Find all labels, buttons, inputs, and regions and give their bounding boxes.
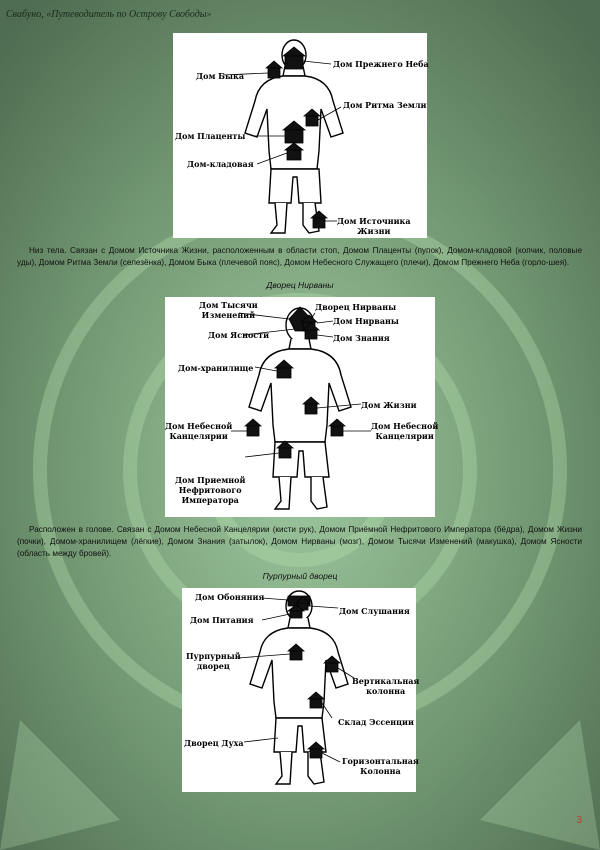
running-header: Свабуно, «Путеводитель по Острову Свободы» [6,9,212,20]
label-purpurnyy-line2: дворец [196,661,230,671]
label-vertikalnaya-line1: Вертикальная [352,676,420,686]
label-kants-right-line1: Дом Небесной [371,421,439,431]
label-sklad-essentsii: Склад Эссенции [338,717,414,727]
label-dom-kantselyarii-left [165,421,232,441]
label-dom-istochnika [337,216,411,236]
label-dom-priemnoy [175,475,245,505]
caption-dvorets-nirvany: Дворец Нирваны [266,280,334,290]
label-purpurnyy-dvorets [186,651,241,671]
label-gorizontalnaya-line2: Колонна [360,766,401,776]
label-vertikalnaya-line2: колонна [366,686,406,696]
paragraph-nirvana: Расположен в голове. Связан с Домом Небесной Канцелярии (кисти рук), Домом Приёмной Нефритового Императора (бёдра), Домом Жизни (почки), Домом-хранилищем (лёгкие), Домом Знания (затылок), Домом Нирваны (мозг), Домом Тысячи Изменений (макушка), Домом Ясности (область между бровей). [17,525,582,558]
label-kants-right-line2: Канцелярии [375,431,434,441]
label-dom-istochnika-line1: Дом Источника [337,216,411,226]
label-priemnoy-line3: Императора [181,495,239,505]
figure-purple-palace [182,588,420,792]
label-dom-obonyaniya: Дом Обоняния [195,592,265,602]
label-dom-kladovaya: Дом-кладовая [187,159,254,169]
label-vertikalnaya-kolonna [352,676,419,696]
label-dom-platsenty: Дом Плаценты [175,131,246,141]
label-gorizontalnaya-kolonna [342,756,419,776]
label-tysyachi-line1: Дом Тысячи [199,300,258,310]
label-dom-zhizni: Дом Жизни [361,400,417,410]
label-dom-prezhnego-neba: Дом Прежнего Неба [333,59,429,69]
figure-lower-body [173,33,427,238]
paragraph-lower-body: Низ тела. Связан с Домом Источника Жизни, расположенным в области стоп, Домом Плаценты (пупок), Домом-кладовой (копчик, половые уды), Домом Ритма Земли (селезёнка), Домом Быка (плечевой пояс), Домом Небесного Служащего (плечи), Домом Прежнего Неба (горло-шея). [17,246,582,267]
label-dom-slushaniya: Дом Слушания [339,606,410,616]
label-dom-byka: Дом Быка [196,71,244,81]
label-priemnoy-line2: Нефритового [178,485,242,495]
label-dom-nirvany: Дом Нирваны [333,316,399,326]
label-gorizontalnaya-line1: Горизонтальная [342,756,419,766]
label-dvorets-nirvany: Дворец Нирваны [315,302,397,312]
label-dom-kantselyarii-right [371,421,438,441]
label-kants-left-line1: Дом Небесной [165,421,233,431]
figure-nirvana-palace [165,297,439,517]
page-number: 3 [576,815,582,826]
label-dom-yasnosti: Дом Ясности [208,330,270,340]
label-dom-khranilishche: Дом-хранилище [178,363,254,373]
label-dom-ritma-zemli: Дом Ритма Земли [343,100,427,110]
label-purpurnyy-line1: Пурпурный [186,651,241,661]
label-priemnoy-line1: Дом Приемной [175,475,246,485]
label-dom-tysyachi-izmeneniy [199,300,258,320]
label-dvorets-dukha: Дворец Духа [184,738,244,748]
caption-purpurnyy-dvorets: Пурпурный дворец [262,571,338,581]
label-tysyachi-line2: Изменений [201,310,256,320]
label-kants-left-line2: Канцелярии [169,431,228,441]
label-dom-pitaniya: Дом Питания [190,615,254,625]
label-dom-istochnika-line2: Жизни [357,226,391,236]
label-dom-znaniya: Дом Знания [333,333,390,343]
